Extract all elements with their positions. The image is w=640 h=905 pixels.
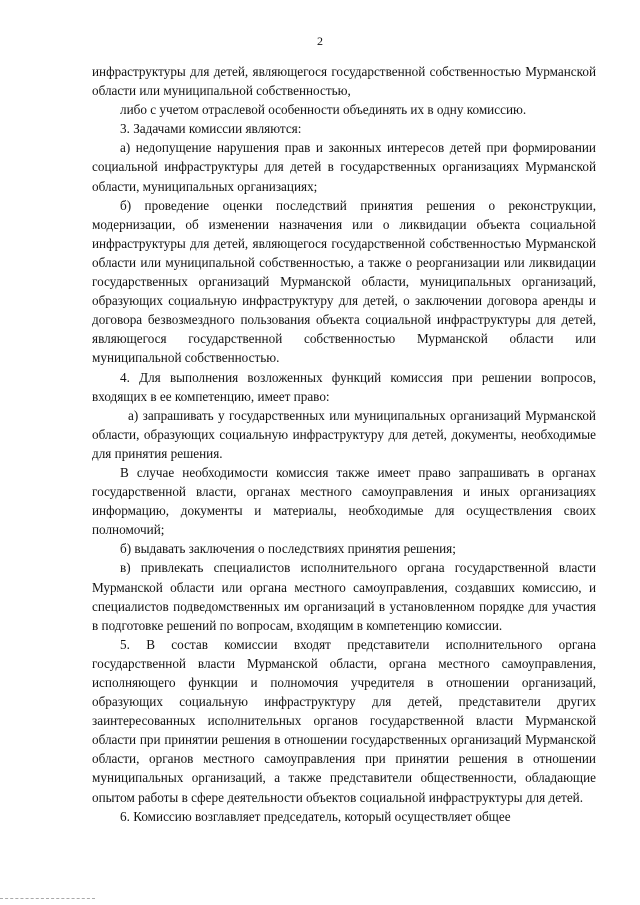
paragraph: б) выдавать заключения о последствиях принятия решения; xyxy=(120,541,456,557)
paragraph: б) проведение оценки последствий принятия решения о реконструкции, модернизации, об изменении назначения или о ликвидации объекта социальной инфраструктуры для детей, являющегося государственной собственностью Мурманской области или муниципальной собственностью, а также о реорганизации или ликвидации государственных организаций Мурманской области, муниципальных организаций, образующих социальную инфраструктуру для детей, о заключении договора аренды и договора безвозмездного пользования объекта социальной инфраструктуры для детей, являющегося государственной собственностью Мурманской области или муниципальной собственностью. xyxy=(92,197,596,366)
paragraph: либо с учетом отраслевой особенности объединять их в одну комиссию. xyxy=(120,102,527,118)
paragraph: 5. В состав комиссии входят представители исполнительного органа государственной власти Мурманской области, органа местного самоуправления, исполняющего функции и полномочия учредителя в отношении организаций, образующих социальную инфраструктуру для детей, представители других заинтересованных исполнительных органов государственной власти Мурманской области при принятии решения в отношении государственных организаций Мурманской области, органов местного самоуправления при принятии решения в отношении муниципальных организаций, а также представители общественности, обладающие опытом работы в сфере деятельности объектов социальной инфраструктуры для детей. xyxy=(92,636,596,805)
paragraph: 6. Комиссию возглавляет председатель, который осуществляет общее xyxy=(120,808,511,824)
paragraph: В случае необходимости комиссия также имеет право запрашивать в органах государственной власти, органах местного самоуправления и иных организациях информацию, документы и материалы, необходимые для осуществления своих полномочий; xyxy=(92,464,596,538)
footer-divider xyxy=(0,898,95,899)
document-body xyxy=(92,62,596,826)
paragraph: а) недопущение нарушения прав и законных интересов детей при формировании социальной инфраструктуры для детей в государственных организациях Мурманской области, муниципальных организациях; xyxy=(92,140,596,194)
paragraph: 4. Для выполнения возложенных функций комиссия при решении вопросов, входящих в ее компетенцию, имеет право: xyxy=(92,369,596,404)
page-number: 2 xyxy=(317,34,323,48)
paragraph: инфраструктуры для детей, являющегося государственной собственностью Мурманской области или муниципальной собственностью, xyxy=(92,64,596,99)
paragraph: в) привлекать специалистов исполнительного органа государственной власти Мурманской области или органа местного самоуправления, создавших комиссию, и специалистов подведомственных им организаций в установленном порядке для участия в подготовке решений по вопросам, входящим в компетенцию комиссии. xyxy=(92,560,596,633)
paragraph: 3. Задачами комиссии являются: xyxy=(120,121,302,137)
paragraph: а) запрашивать у государственных или муниципальных организаций Мурманской области, образующих социальную инфраструктуру для детей, документы, необходимые для принятия решения. xyxy=(92,407,596,461)
